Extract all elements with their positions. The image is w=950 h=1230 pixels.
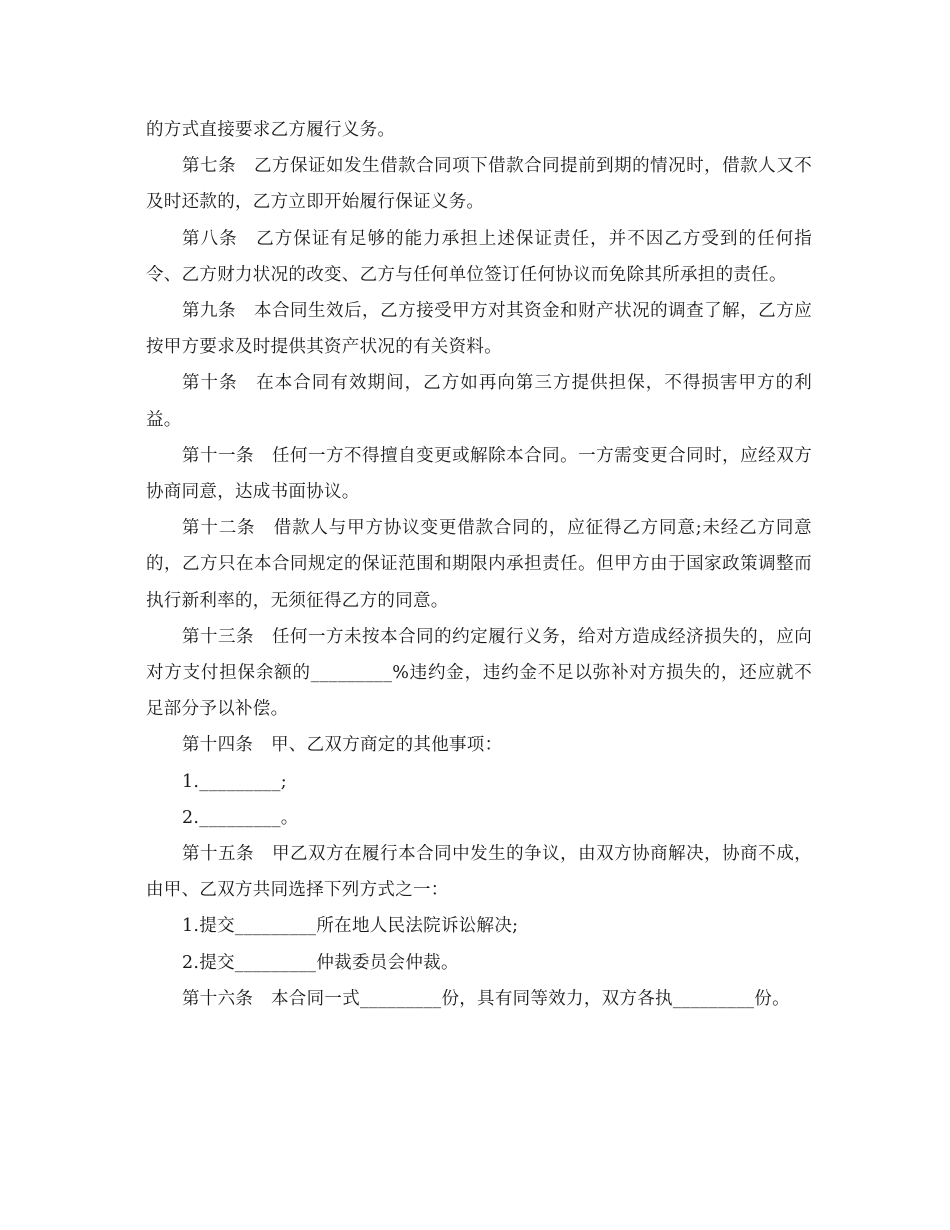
article-8: 第八条 乙方保证有足够的能力承担上述保证责任，并不因乙方受到的任何指令、乙方财力状况的改变、乙方与任何单位签订任何协议而免除其所承担的责任。 bbox=[146, 228, 812, 285]
article-9: 第九条 本合同生效后，乙方接受甲方对其资金和财产状况的调查了解，乙方应按甲方要求及时提供其资产状况的有关资料。 bbox=[146, 301, 812, 358]
article-15: 第十五条 甲乙双方在履行本合同中发生的争议，由双方协商解决，协商不成，由甲、乙双方共同选择下列方式之一： bbox=[146, 844, 812, 901]
article-12: 第十二条 借款人与甲方协议变更借款合同的，应征得乙方同意;未经乙方同意的，乙方只在本合同规定的保证范围和期限内承担责任。但甲方由于国家政策调整而执行新利率的，无须征得乙方的同意。 bbox=[146, 518, 812, 611]
article-7: 第七条 乙方保证如发生借款合同项下借款合同提前到期的情况时，借款人又不及时还款的，乙方立即开始履行保证义务。 bbox=[146, 156, 812, 213]
article-16: 第十六条 本合同一式_________份，具有同等效力，双方各执_________份。 bbox=[182, 988, 790, 1009]
article-14-item-2: 2._________。 bbox=[182, 807, 299, 828]
article-14-item-1: 1._________; bbox=[182, 771, 287, 792]
contract-body bbox=[146, 112, 812, 1017]
article-13: 第十三条 任何一方未按本合同的约定履行义务，给对方造成经济损失的，应向对方支付担保余额的_________%违约金，违约金不足以弥补对方损失的，还应就不足部分予以补偿。 bbox=[146, 626, 812, 720]
article-14: 第十四条 甲、乙双方商定的其他事项： bbox=[182, 735, 503, 756]
article-15-option-1: 1.提交_________所在地人民法院诉讼解决; bbox=[182, 916, 519, 937]
article-10: 第十条 在本合同有效期间，乙方如再向第三方提供担保，不得损害甲方的利益。 bbox=[146, 373, 812, 430]
article-11: 第十一条 任何一方不得擅自变更或解除本合同。一方需变更合同时，应经双方协商同意，达成书面协议。 bbox=[146, 445, 812, 503]
paragraph-continuation: 的方式直接要求乙方履行义务。 bbox=[146, 120, 396, 140]
article-15-option-2: 2.提交_________仲裁委员会仲裁。 bbox=[182, 952, 459, 973]
